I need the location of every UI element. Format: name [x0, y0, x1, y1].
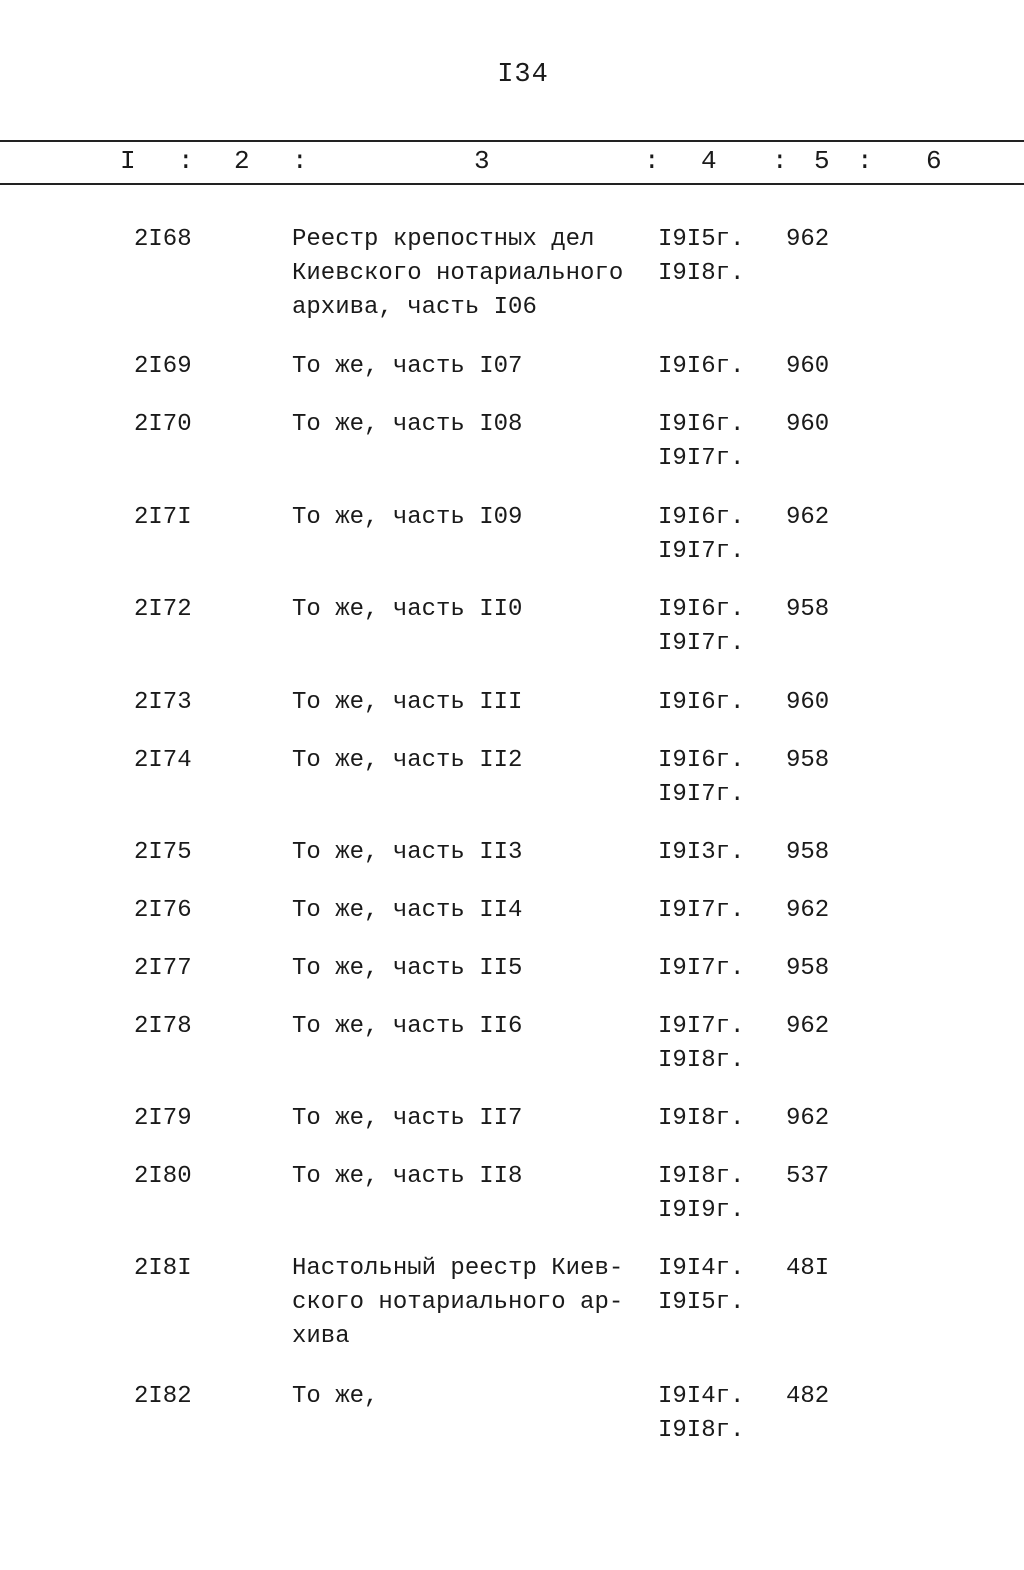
item-sheet-count: 482: [786, 1383, 830, 1410]
item-number: 2I73: [134, 689, 192, 716]
item-number: 2I78: [134, 1013, 192, 1040]
item-title-line: То же, часть II7: [292, 1105, 523, 1132]
item-date: I9I7г.: [658, 445, 745, 472]
item-sheet-count: 958: [786, 747, 830, 774]
item-title: [292, 744, 522, 778]
item-number: 2I72: [134, 596, 192, 623]
item-dates: [658, 223, 744, 291]
item-date: I9I7г.: [658, 781, 745, 808]
item-dates: [658, 1102, 744, 1136]
item-date: I9I7г.: [658, 630, 745, 657]
item-title-line: Реестр крепостных дел: [292, 226, 595, 253]
item-dates: [658, 350, 744, 384]
item-sheet-count: 962: [786, 504, 830, 531]
item-title: [292, 223, 623, 325]
item-sheet-count: 962: [786, 897, 830, 924]
item-date: I9I8г.: [658, 1105, 745, 1132]
item-date: I9I6г.: [658, 689, 745, 716]
item-title: [292, 1380, 378, 1414]
item-number: 2I77: [134, 955, 192, 982]
item-sheet-count: 958: [786, 839, 830, 866]
item-number: 2I70: [134, 411, 192, 438]
item-title: [292, 686, 522, 720]
column-separator: :: [857, 146, 873, 176]
page-number: I34: [497, 60, 549, 90]
item-number: 2I8I: [134, 1255, 192, 1282]
item-sheet-count: 962: [786, 226, 830, 253]
item-title: [292, 836, 522, 870]
item-number: 2I76: [134, 897, 192, 924]
item-title-line: То же, часть I08: [292, 411, 523, 438]
item-dates: [658, 593, 744, 661]
item-date: I9I3г.: [658, 839, 745, 866]
item-title: [292, 593, 522, 627]
item-dates: [658, 408, 744, 476]
item-title-line: ского нотариального ар-: [292, 1289, 624, 1316]
item-number: 2I79: [134, 1105, 192, 1132]
column-header-2: 2: [234, 146, 250, 176]
item-title-line: Настольный реестр Киев-: [292, 1255, 624, 1282]
item-date: I9I4г.: [658, 1255, 745, 1282]
item-date: I9I7г.: [658, 538, 745, 565]
item-dates: [658, 501, 744, 569]
item-title: [292, 350, 522, 384]
item-title-line: То же, часть II2: [292, 747, 523, 774]
column-separator: :: [178, 146, 194, 176]
item-date: I9I8г.: [658, 1047, 745, 1074]
column-header-1: I: [120, 146, 136, 176]
item-title-line: То же, часть II5: [292, 955, 523, 982]
item-dates: [658, 1380, 744, 1448]
item-date: I9I5г.: [658, 1289, 745, 1316]
column-header-5: 5: [814, 146, 830, 176]
item-sheet-count: 962: [786, 1105, 830, 1132]
column-header-6: 6: [926, 146, 942, 176]
item-title-line: То же, часть II3: [292, 839, 523, 866]
item-date: I9I6г.: [658, 504, 745, 531]
item-title-line: То же, часть II6: [292, 1013, 523, 1040]
item-title: [292, 1252, 623, 1354]
item-title: [292, 952, 522, 986]
item-title: [292, 1160, 522, 1194]
item-title-line: архива, часть I06: [292, 294, 537, 321]
item-dates: [658, 836, 744, 870]
item-sheet-count: 958: [786, 596, 830, 623]
item-number: 2I68: [134, 226, 192, 253]
item-title: [292, 894, 522, 928]
item-dates: [658, 686, 744, 720]
item-date: I9I9г.: [658, 1197, 745, 1224]
item-number: 2I75: [134, 839, 192, 866]
item-date: I9I8г.: [658, 1417, 745, 1444]
item-date: I9I8г.: [658, 1163, 745, 1190]
item-title: [292, 501, 522, 535]
item-number: 2I69: [134, 353, 192, 380]
item-sheet-count: 962: [786, 1013, 830, 1040]
item-title-line: Киевского нотариального: [292, 260, 624, 287]
item-sheet-count: 960: [786, 411, 830, 438]
item-date: I9I4г.: [658, 1383, 745, 1410]
item-date: I9I6г.: [658, 353, 745, 380]
column-header-4: 4: [701, 146, 717, 176]
item-title-line: хива: [292, 1323, 350, 1350]
item-date: I9I6г.: [658, 596, 745, 623]
column-separator: :: [772, 146, 788, 176]
column-header-3: 3: [474, 146, 490, 176]
column-separator: :: [644, 146, 660, 176]
item-title-line: То же,: [292, 1383, 379, 1410]
item-dates: [658, 894, 744, 928]
item-number: 2I7I: [134, 504, 192, 531]
item-date: I9I7г.: [658, 1013, 745, 1040]
item-sheet-count: 48I: [786, 1255, 830, 1282]
header-rule-bottom: [0, 183, 1024, 185]
item-date: I9I5г.: [658, 226, 745, 253]
item-dates: [658, 1160, 744, 1228]
item-sheet-count: 958: [786, 955, 830, 982]
item-title-line: То же, часть II0: [292, 596, 523, 623]
item-date: I9I7г.: [658, 897, 745, 924]
column-separator: :: [292, 146, 308, 176]
item-title-line: То же, часть I09: [292, 504, 523, 531]
item-number: 2I80: [134, 1163, 192, 1190]
item-sheet-count: 960: [786, 689, 830, 716]
item-title: [292, 1102, 522, 1136]
item-title-line: То же, часть II4: [292, 897, 523, 924]
item-title-line: То же, часть II8: [292, 1163, 523, 1190]
item-date: I9I6г.: [658, 747, 745, 774]
item-number: 2I74: [134, 747, 192, 774]
item-dates: [658, 744, 744, 812]
item-dates: [658, 1252, 744, 1320]
item-date: I9I7г.: [658, 955, 745, 982]
item-date: I9I6г.: [658, 411, 745, 438]
item-title-line: То же, часть I07: [292, 353, 523, 380]
item-date: I9I8г.: [658, 260, 745, 287]
item-title-line: То же, часть III: [292, 689, 523, 716]
item-title: [292, 408, 522, 442]
item-dates: [658, 1010, 744, 1078]
item-dates: [658, 952, 744, 986]
item-sheet-count: 960: [786, 353, 830, 380]
item-title: [292, 1010, 522, 1044]
item-sheet-count: 537: [786, 1163, 830, 1190]
item-number: 2I82: [134, 1383, 192, 1410]
